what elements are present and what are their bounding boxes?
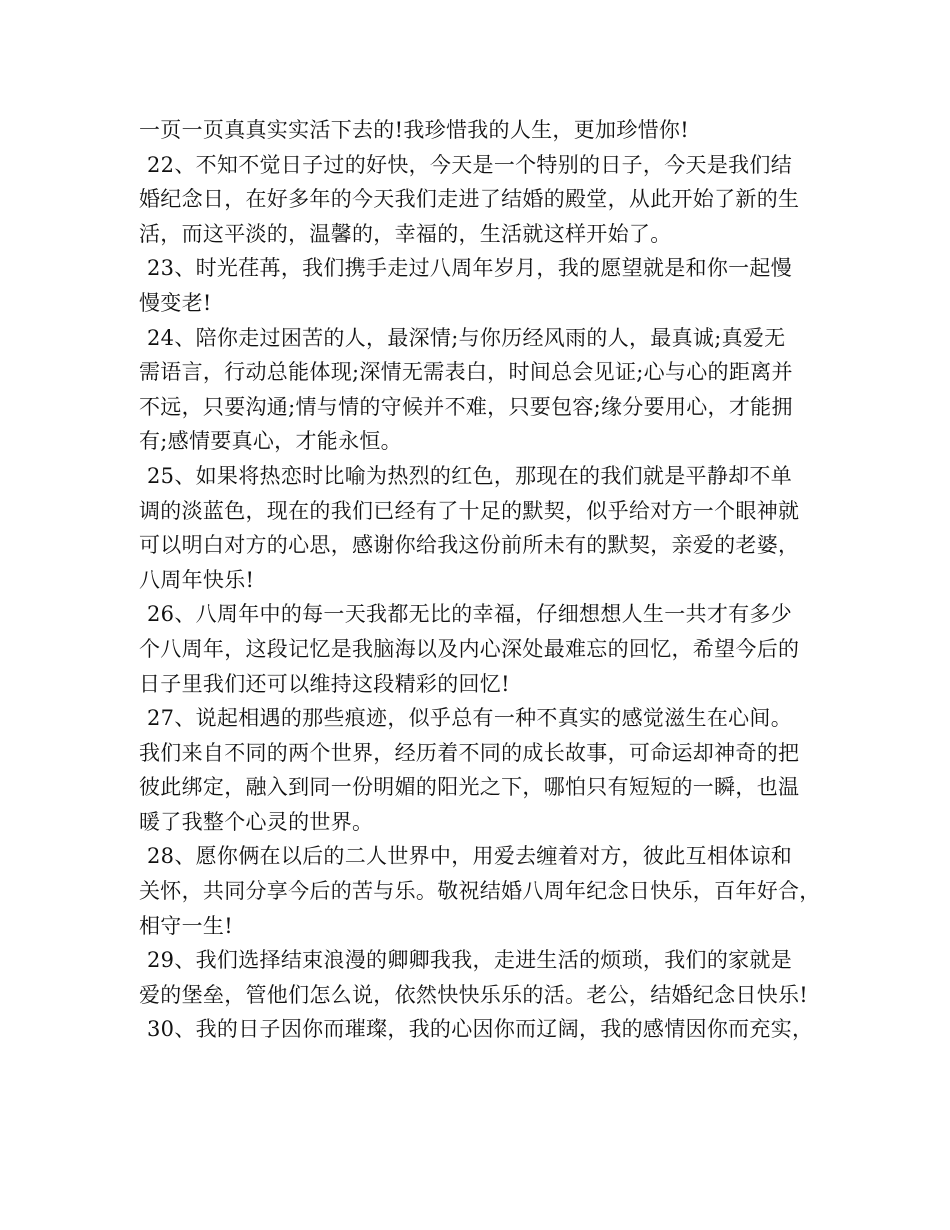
text-line: 有;感情要真心，才能永恒。: [139, 429, 402, 454]
text-line: 24、陪你走过困苦的人，最深情;与你历经风雨的人，最真诚;真爱无: [147, 325, 786, 350]
text-line: 关怀，共同分享今后的苦与乐。敬祝结婚八周年纪念日快乐，百年好合，: [139, 879, 821, 904]
text-line: 25、如果将热恋时比喻为热烈的红色，那现在的我们就是平静却不单: [147, 463, 793, 488]
text-line: 暖了我整个心灵的世界。: [139, 809, 374, 834]
text-line: 爱的堡垒，管他们怎么说，依然快快乐乐的活。老公，结婚纪念日快乐!: [139, 982, 809, 1007]
text-line: 调的淡蓝色，现在的我们已经有了十足的默契，似乎给对方一个眼神就: [139, 498, 800, 523]
text-line: 婚纪念日，在好多年的今天我们走进了结婚的殿堂，从此开始了新的生: [139, 187, 800, 212]
text-line: 30、我的日子因你而璀璨，我的心因你而辽阔，我的感情因你而充实，: [147, 1017, 814, 1042]
text-line: 相守一生!: [139, 913, 233, 938]
text-line: 29、我们选择结束浪漫的卿卿我我，走进生活的烦琐，我们的家就是: [147, 948, 793, 973]
text-line: 可以明白对方的心思，感谢你给我这份前所未有的默契，亲爱的老婆，: [139, 533, 800, 558]
text-line: 我们来自不同的两个世界，经历着不同的成长故事，可命运却神奇的把: [139, 740, 800, 765]
text-line: 22、不知不觉日子过的好快，今天是一个特别的日子，今天是我们结: [147, 152, 793, 177]
body-text: [139, 113, 839, 1047]
text-line: 28、愿你俩在以后的二人世界中，用爱去缠着对方，彼此互相体谅和: [147, 844, 793, 869]
text-line: 26、八周年中的每一天我都无比的幸福，仔细想想人生一共才有多少: [147, 602, 793, 627]
text-line: 彼此绑定，融入到同一份明媚的阳光之下，哪怕只有短短的一瞬，也温: [139, 775, 800, 800]
text-line: 个八周年，这段记忆是我脑海以及内心深处最难忘的回忆，希望今后的: [139, 636, 800, 661]
text-line: 23、时光荏苒，我们携手走过八周年岁月，我的愿望就是和你一起慢: [147, 256, 793, 281]
text-line: 27、说起相遇的那些痕迹，似乎总有一种不真实的感觉滋生在心间。: [147, 706, 793, 731]
text-line: 一页一页真真实实活下去的!我珍惜我的人生，更加珍惜你!: [139, 118, 689, 142]
text-line: 不远，只要沟通;情与情的守候并不难，只要包容;缘分要用心，才能拥: [139, 394, 793, 419]
text-line: 八周年快乐!: [139, 567, 255, 592]
text-line: 慢变老!: [139, 290, 212, 315]
text-line: 活，而这平淡的，温馨的，幸福的，生活就这样开始了。: [139, 221, 672, 246]
text-line: 日子里我们还可以维持这段精彩的回忆!: [139, 671, 510, 696]
text-line: 需语言，行动总能体现;深情无需表白，时间总会见证;心与心的距离并: [139, 360, 793, 385]
